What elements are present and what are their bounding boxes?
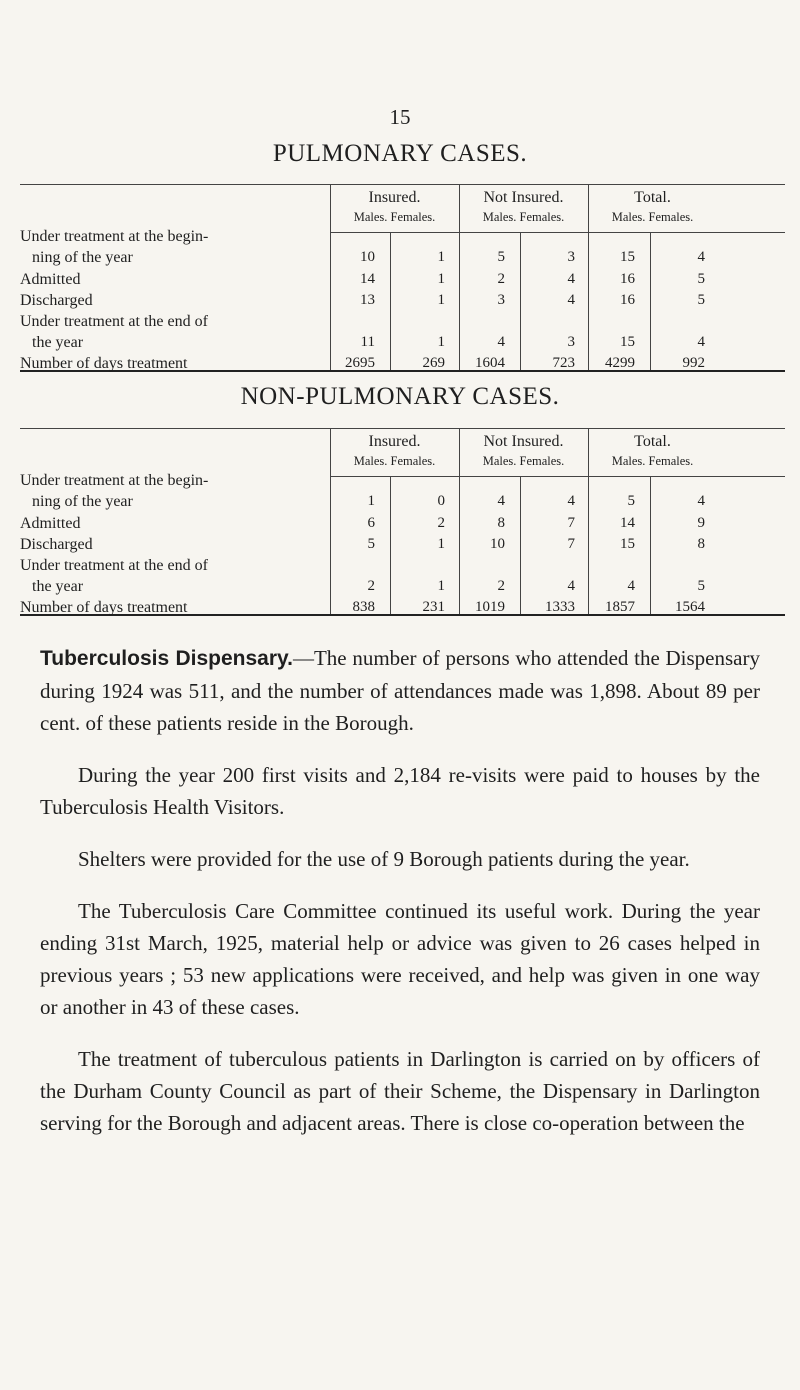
- table-cell: 231: [422, 599, 445, 615]
- table-cell: 8: [497, 515, 505, 531]
- table-cell: 8: [697, 536, 705, 552]
- table-cell: 1333: [545, 599, 575, 615]
- row-label: the year: [32, 578, 84, 595]
- page-number: 15: [389, 105, 411, 129]
- table-top-rule: [20, 428, 785, 429]
- table-cell: 4: [697, 334, 705, 350]
- column-group-header: Not Insured.: [483, 433, 564, 450]
- header-rule: [330, 232, 785, 233]
- table-cell: 2: [497, 578, 505, 594]
- body-text: [40, 642, 760, 1159]
- table-cell: 16: [620, 271, 635, 287]
- table-cell: 1: [437, 292, 445, 308]
- column-subheader: Males. Females.: [353, 210, 436, 224]
- table-top-rule: [20, 184, 785, 185]
- table-cell: 13: [360, 292, 375, 308]
- table-cell: 1604: [475, 355, 505, 371]
- non-pulmonary-title: NON-PULMONARY CASES.: [240, 383, 560, 410]
- table-cell: 3: [497, 292, 505, 308]
- row-label: the year: [32, 334, 84, 351]
- column-subheader: Males. Females.: [482, 454, 565, 468]
- table-cell: 6: [367, 515, 375, 531]
- table-cell: 0: [437, 493, 445, 509]
- table-cell: 2: [437, 515, 445, 531]
- table-cell: 5: [697, 271, 705, 287]
- row-label: Discharged: [20, 536, 93, 553]
- table-cell: 1: [437, 536, 445, 552]
- column-group-header: Insured.: [368, 189, 421, 206]
- table-cell: 2: [497, 271, 505, 287]
- column-group-header: Total.: [634, 189, 671, 206]
- table-cell: 2695: [345, 355, 375, 371]
- table-cell: 723: [552, 355, 575, 371]
- table-cell: 5: [497, 249, 505, 265]
- table-cell: 1019: [475, 599, 505, 615]
- row-label: Under treatment at the end of: [20, 313, 208, 330]
- paragraph-dispensary-text: —The number of persons who attended the Dispensary during 1924 was 511, and the number of attendances made was 1,898. About 89 per cent. of these patients reside in the Borough.: [40, 646, 760, 735]
- row-label: Admitted: [20, 515, 81, 532]
- table-cell: 1: [437, 334, 445, 350]
- table-cell: 1857: [605, 599, 635, 615]
- table-cell: 5: [627, 493, 635, 509]
- table-cell: 992: [682, 355, 705, 371]
- table-cell: 5: [367, 536, 375, 552]
- column-subheader: Males. Females.: [611, 210, 694, 224]
- table-cell: 4: [697, 493, 705, 509]
- table-cell: 3: [567, 334, 575, 350]
- row-label: Discharged: [20, 292, 93, 309]
- paragraph-care-committee: The Tuberculosis Care Committee continued its useful work. During the year ending 31st March, 1925, material help or advice was given to 26 cases helped in previous years ; 53 new applications were received, and help was given in one way or another in 43 of these cases.: [40, 899, 760, 1019]
- pulmonary-title: PULMONARY CASES.: [272, 140, 528, 167]
- column-subheader: Males. Females.: [611, 454, 694, 468]
- row-label: Admitted: [20, 271, 81, 288]
- paragraph-visits: During the year 200 first visits and 2,184 re-visits were paid to houses by the Tuberculosis Health Visitors.: [40, 763, 760, 819]
- table-cell: 14: [360, 271, 375, 287]
- paragraph-dispensary: [40, 642, 760, 739]
- table-cell: 9: [697, 515, 705, 531]
- row-label: Number of days treatment: [20, 355, 188, 372]
- header-rule: [330, 476, 785, 477]
- table-cell: 1: [437, 249, 445, 265]
- table-cell: 14: [620, 515, 635, 531]
- table-cell: 1564: [675, 599, 705, 615]
- table-cell: 5: [697, 292, 705, 308]
- pulmonary-table: [20, 184, 785, 370]
- row-label: Under treatment at the end of: [20, 557, 208, 574]
- paragraph-treatment: The treatment of tuberculous patients in Darlington is carried on by officers of the Durham County Council as part of their Scheme, the Dispensary in Darlington serving for the Borough and adjacent areas. There is close co-operation between the: [40, 1047, 760, 1135]
- table-cell: 269: [422, 355, 445, 371]
- row-label: Under treatment at the begin-: [20, 228, 209, 245]
- table-cell: 838: [352, 599, 375, 615]
- paragraph-lead: Tuberculosis Dispensary.: [40, 647, 293, 670]
- paragraph-shelters: Shelters were provided for the use of 9 Borough patients during the year.: [78, 847, 690, 871]
- table-cell: 1: [367, 493, 375, 509]
- table-cell: 15: [620, 334, 635, 350]
- table-cell: 4: [567, 578, 575, 594]
- table-cell: 5: [697, 578, 705, 594]
- column-group-header: Insured.: [368, 433, 421, 450]
- table-cell: 7: [567, 515, 575, 531]
- table-cell: 15: [620, 536, 635, 552]
- row-label: Number of days treatment: [20, 599, 188, 616]
- row-label: ning of the year: [32, 249, 133, 266]
- table-cell: 2: [367, 578, 375, 594]
- table-cell: 4: [567, 493, 575, 509]
- table-cell: 1: [437, 271, 445, 287]
- table-cell: 3: [567, 249, 575, 265]
- table-cell: 4299: [605, 355, 635, 371]
- row-label: Under treatment at the begin-: [20, 472, 209, 489]
- table-cell: 10: [490, 536, 505, 552]
- table-cell: 4: [497, 493, 505, 509]
- table-cell: 10: [360, 249, 375, 265]
- table-cell: 4: [567, 292, 575, 308]
- column-group-header: Total.: [634, 433, 671, 450]
- table-cell: 4: [697, 249, 705, 265]
- table-cell: 4: [627, 578, 635, 594]
- column-subheader: Males. Females.: [353, 454, 436, 468]
- table-cell: 4: [497, 334, 505, 350]
- table-cell: 16: [620, 292, 635, 308]
- table-cell: 7: [567, 536, 575, 552]
- table-cell: 15: [620, 249, 635, 265]
- row-label: ning of the year: [32, 493, 133, 510]
- column-subheader: Males. Females.: [482, 210, 565, 224]
- non-pulmonary-table: [20, 428, 785, 614]
- table-cell: 11: [360, 334, 375, 350]
- column-group-header: Not Insured.: [483, 189, 564, 206]
- table-cell: 4: [567, 271, 575, 287]
- table-cell: 1: [437, 578, 445, 594]
